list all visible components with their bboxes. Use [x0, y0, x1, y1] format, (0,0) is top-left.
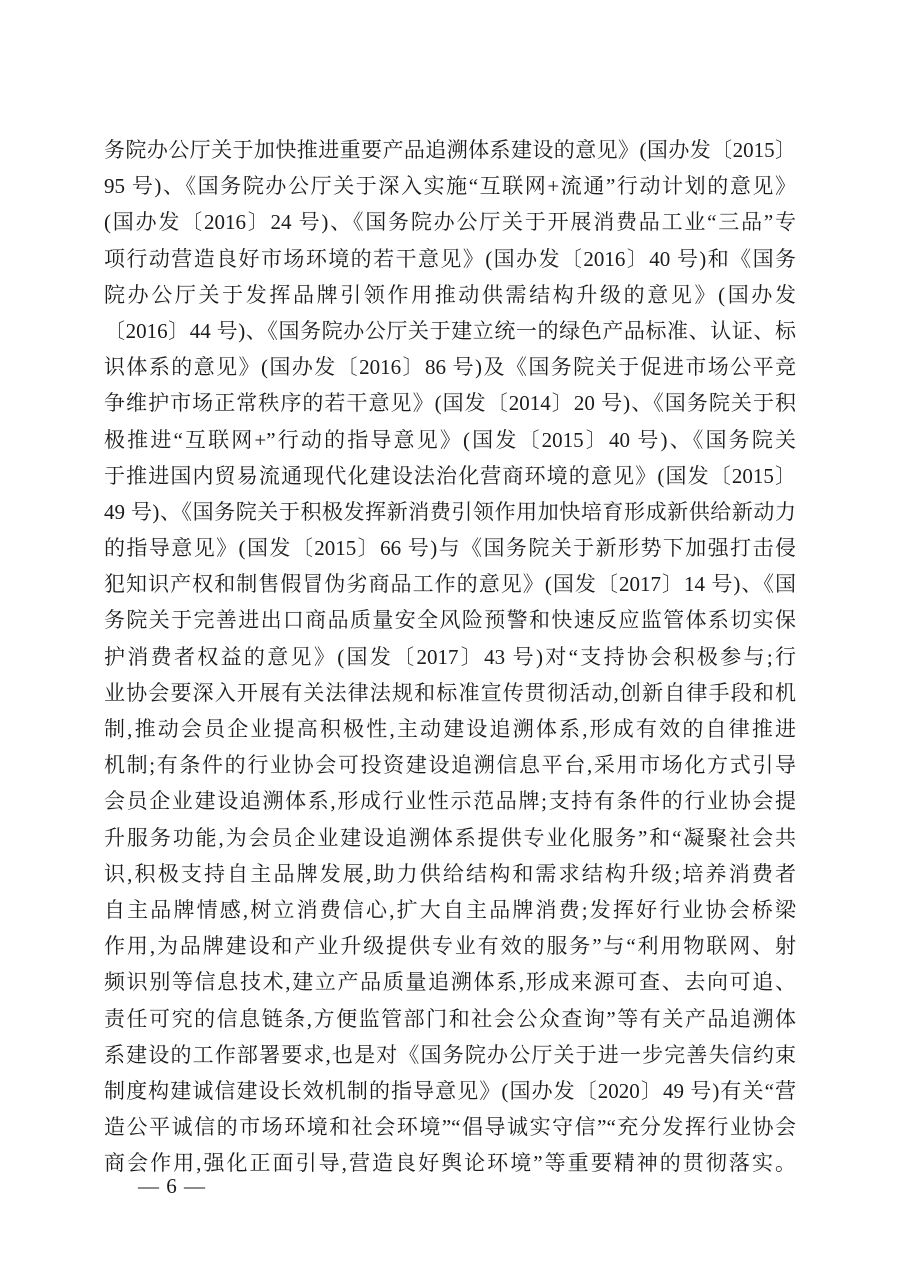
text-line: 责任可究的信息链条,方便监管部门和社会公众查询”等有关产品追溯体: [104, 1006, 796, 1031]
text-line: 造公平诚信的市场环境和社会环境”“倡导诚实守信”“充分发挥行业协会: [104, 1115, 796, 1140]
page-body-text: [104, 132, 796, 1181]
text-line: 频识别等信息技术,建立产品质量追溯体系,形成来源可查、去向可追、: [104, 970, 796, 995]
text-line: 极推进“互联网+”行动的指导意见》(国发〔2015〕40 号)、《国务院关: [104, 427, 796, 452]
text-line: 犯知识产权和制售假冒伪劣商品工作的意见》(国发〔2017〕14 号)、《国: [104, 572, 796, 597]
text-line: 识体系的意见》(国办发〔2016〕86 号)及《国务院关于促进市场公平竞: [104, 355, 796, 380]
text-line: 商会作用,强化正面引导,营造良好舆论环境”等重要精神的贯彻落实。: [104, 1151, 796, 1176]
text-line: 49 号)、《国务院关于积极发挥新消费引领作用加快培育形成新供给新动力: [104, 499, 796, 524]
text-line: 的指导意见》(国发〔2015〕66 号)与《国务院关于新形势下加强打击侵: [104, 536, 796, 561]
text-line: (国办发〔2016〕24 号)、《国务院办公厅关于开展消费品工业“三品”专: [104, 210, 796, 235]
text-line: 95 号)、《国务院办公厅关于深入实施“互联网+流通”行动计划的意见》: [104, 174, 796, 199]
text-line: 争维护市场正常秩序的若干意见》(国发〔2014〕20 号)、《国务院关于积: [104, 391, 796, 416]
text-line: 务院关于完善进出口商品质量安全风险预警和快速反应监管体系切实保: [104, 608, 796, 633]
text-line: 升服务功能,为会员企业建设追溯体系提供专业化服务”和“凝聚社会共: [104, 825, 796, 850]
text-line: 于推进国内贸易流通现代化建设法治化营商环境的意见》(国发〔2015〕: [104, 463, 796, 488]
text-line: 作用,为品牌建设和产业升级提供专业有效的服务”与“利用物联网、射: [104, 934, 796, 959]
text-line: 务院办公厅关于加快推进重要产品追溯体系建设的意见》(国办发〔2015〕: [104, 138, 796, 162]
text-line: 院办公厅关于发挥品牌引领作用推动供需结构升级的意见》(国办发: [104, 282, 796, 307]
text-line: 会员企业建设追溯体系,形成行业性示范品牌;支持有条件的行业协会提: [104, 789, 796, 814]
text-line: 项行动营造良好市场环境的若干意见》(国办发〔2016〕40 号)和《国务: [104, 246, 796, 271]
text-line: 护消费者权益的意见》(国发〔2017〕43 号)对“支持协会积极参与;行: [104, 644, 796, 669]
text-line: 〔2016〕44 号)、《国务院办公厅关于建立统一的绿色产品标准、认证、标: [104, 318, 796, 343]
text-line: 机制;有条件的行业协会可投资建设追溯信息平台,采用市场化方式引导: [104, 753, 796, 778]
text-line: 自主品牌情感,树立消费信心,扩大自主品牌消费;发挥好行业协会桥梁: [104, 897, 796, 922]
text-line: 系建设的工作部署要求,也是对《国务院办公厅关于进一步完善失信约束: [104, 1042, 796, 1067]
text-line: 制,推动会员企业提高积极性,主动建设追溯体系,形成有效的自律推进: [104, 717, 796, 741]
text-line: 制度构建诚信建设长效机制的指导意见》(国办发〔2020〕49 号)有关“营: [104, 1078, 796, 1103]
text-line: 业协会要深入开展有关法律法规和标准宣传贯彻活动,创新自律手段和机: [104, 680, 796, 705]
text-line: 识,积极支持自主品牌发展,助力供给结构和需求结构升级;培养消费者: [104, 861, 796, 886]
page-number: — 6 —: [138, 1174, 206, 1198]
